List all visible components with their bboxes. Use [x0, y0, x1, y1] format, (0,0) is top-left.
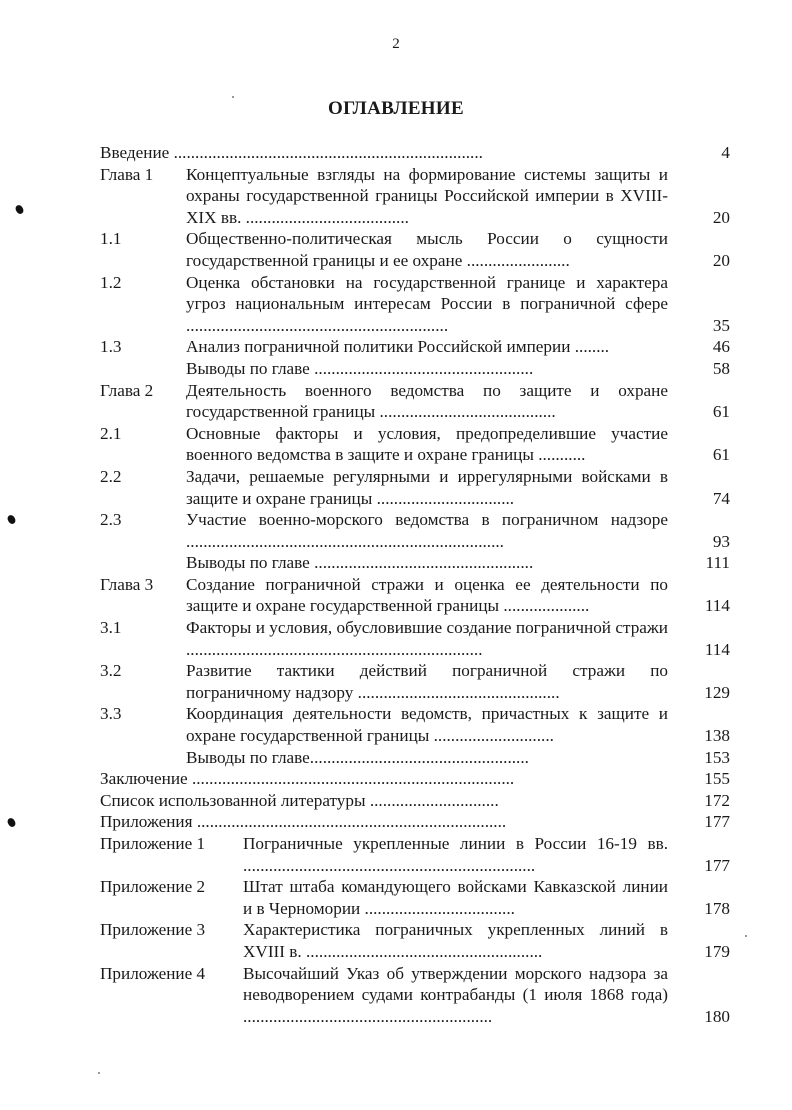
toc-entry-text: Анализ пограничной политики Российской империи ........ — [186, 337, 610, 357]
toc-entry-appendix-4[interactable] — [100, 963, 730, 1028]
toc-entry-page: 58 — [712, 358, 730, 378]
toc-entry-text: Пограничные укрепленные линии в России 16-19 вв. .................................................................... — [243, 834, 668, 875]
toc-entry-page: 111 — [705, 553, 730, 573]
toc-entry-page: 138 — [704, 726, 730, 746]
toc-entry-page: 46 — [712, 337, 730, 357]
toc-entry-chapter-2[interactable] — [100, 380, 730, 423]
scan-speck — [98, 1072, 100, 1074]
toc-entry-text: Задачи, решаемые регулярными и иррегулярными войсками в защите и охране границы ................................ — [186, 466, 668, 508]
toc-entry-text: Список использованной литературы .............................. — [100, 790, 499, 810]
toc-entry-conclusion[interactable] — [100, 768, 730, 790]
toc-entry-section-1-1[interactable] — [100, 228, 730, 271]
toc-entry-label: 3.3 — [100, 704, 122, 724]
toc-entry-section-2-3[interactable] — [100, 509, 730, 552]
toc-entry-label — [100, 747, 186, 769]
toc-entry-section-1-3[interactable] — [100, 336, 730, 358]
toc-entry-text: Выводы по главе ................................................... — [186, 358, 534, 378]
toc-entry-page: 114 — [704, 639, 730, 659]
toc-entry-page: 61 — [712, 445, 730, 465]
toc-entry-label: 1.3 — [100, 337, 122, 357]
toc-entry-section-2-1[interactable] — [100, 423, 730, 466]
toc-entry-appendix-2[interactable] — [100, 876, 730, 919]
toc-entry-page: 35 — [712, 315, 730, 335]
toc-entry-bibliography[interactable] — [100, 790, 730, 812]
toc-entry-page: 74 — [712, 488, 730, 508]
scan-speck — [745, 935, 747, 937]
scan-mark — [6, 514, 17, 525]
toc-entry-text: Основные факторы и условия, предопределившие участие военного ведомства в защите и охране границы ........... — [186, 423, 668, 465]
toc-entry-page: 155 — [704, 769, 730, 789]
toc-entry-label: Глава 3 — [100, 574, 154, 594]
toc-entry-chapter-1[interactable] — [100, 164, 730, 229]
toc-entry-text: Приложения ........................................................................ — [100, 812, 507, 832]
scan-mark — [6, 817, 17, 828]
toc-entry-appendix-1[interactable] — [100, 833, 730, 876]
toc-entry-text: Концептуальные взгляды на формирование системы защиты и охраны государственной границы Российской империи в XVIII-XIX вв. ...................................... — [186, 164, 668, 227]
scan-mark — [14, 204, 25, 215]
toc-entry-text: Характеристика пограничных укрепленных линий в XVIII в. ....................................................... — [243, 920, 668, 961]
toc-entry-page: 61 — [712, 402, 730, 422]
toc-entry-section-1-2[interactable] — [100, 272, 730, 337]
toc-entry-appendices[interactable] — [100, 811, 730, 833]
toc-entry-appendix-3[interactable] — [100, 919, 730, 962]
toc-entry-label: 1.1 — [100, 229, 122, 249]
table-of-contents — [100, 142, 730, 1027]
toc-entry-page: 129 — [704, 682, 730, 702]
toc-entry-label — [100, 552, 186, 574]
toc-entry-page: 20 — [712, 250, 730, 270]
toc-entry-page: 20 — [712, 207, 730, 227]
toc-entry-page: 180 — [704, 1006, 730, 1026]
page-number: 2 — [392, 36, 400, 52]
toc-entry-text: Участие военно-морского ведомства в пограничном надзоре .......................................................................... — [186, 510, 668, 551]
toc-entry-page: 177 — [704, 855, 730, 875]
toc-entry-introduction[interactable] — [100, 142, 730, 164]
toc-entry-label: Глава 2 — [100, 380, 154, 400]
toc-entry-page: 172 — [704, 790, 730, 810]
toc-entry-label: 2.3 — [100, 510, 122, 530]
toc-entry-text: Факторы и условия, обусловившие создание пограничной стражи ..................................................................... — [186, 618, 668, 659]
toc-entry-section-2-2[interactable] — [100, 466, 730, 509]
toc-entry-page: 153 — [704, 747, 730, 767]
toc-entry-text: Высочайший Указ об утверждении морского надзора за неводворением судами контрабанды (1 июля 1868 года) .......................................................... — [243, 963, 668, 1026]
toc-entry-text: Оценка обстановки на государственной границе и характера угроз национальным интересам России в пограничной сфере ............................................................. — [186, 272, 668, 335]
toc-entry-label: Глава 1 — [100, 164, 154, 184]
toc-entry-label: 3.1 — [100, 618, 122, 638]
toc-entry-chapter-3[interactable] — [100, 574, 730, 617]
toc-entry-label — [100, 358, 186, 380]
scan-speck — [232, 96, 234, 98]
toc-entry-label: 2.1 — [100, 423, 122, 443]
toc-entry-text: Выводы по главе ................................................... — [186, 553, 534, 573]
toc-entry-label: 3.2 — [100, 661, 122, 681]
toc-entry-text: Заключение ........................................................................... — [100, 769, 515, 789]
toc-entry-label: 1.2 — [100, 272, 122, 292]
toc-entry-label: Приложение 3 — [100, 920, 206, 940]
toc-entry-page: 4 — [721, 143, 730, 162]
toc-entry-text: Выводы по главе................................................... — [186, 747, 529, 767]
toc-entry-page: 114 — [704, 596, 730, 616]
toc-entry-page: 179 — [704, 941, 730, 961]
toc-entry-page: 177 — [704, 812, 730, 832]
toc-entry-label: Приложение 2 — [100, 877, 206, 897]
toc-entry-section-3-1[interactable] — [100, 617, 730, 660]
toc-entry-text: Развитие тактики действий пограничной стражи по пограничному надзору ............................................... — [186, 661, 668, 702]
toc-entry-conclusions-2[interactable] — [100, 552, 730, 574]
toc-entry-label: Приложение 4 — [100, 963, 206, 983]
toc-entry-text: Общественно-политическая мысль России о сущности государственной границы и ее охране ........................ — [186, 229, 668, 270]
toc-entry-page: 93 — [712, 531, 730, 551]
toc-entry-conclusions-1[interactable] — [100, 358, 730, 380]
toc-entry-label: 2.2 — [100, 466, 122, 486]
toc-entry-text: Координация деятельности ведомств, причастных к защите и охране государственной границы ............................ — [186, 704, 668, 746]
toc-entry-text: Деятельность военного ведомства по защите и охране государственной границы ......................................... — [186, 380, 668, 422]
page-title: ОГЛАВЛЕНИЕ — [328, 98, 464, 119]
toc-entry-page: 178 — [704, 898, 730, 918]
toc-entry-section-3-3[interactable] — [100, 703, 730, 746]
toc-entry-text: Создание пограничной стражи и оценка ее деятельности по защите и охране государственной границы .................... — [186, 574, 668, 616]
toc-entry-label: Приложение 1 — [100, 834, 206, 853]
toc-entry-section-3-2[interactable] — [100, 660, 730, 703]
toc-entry-conclusions-3[interactable] — [100, 747, 730, 769]
toc-entry-text: Введение ........................................................................ — [100, 143, 483, 162]
toc-entry-text: Штат штаба командующего войсками Кавказской линии и в Черномории ................................... — [243, 877, 668, 918]
